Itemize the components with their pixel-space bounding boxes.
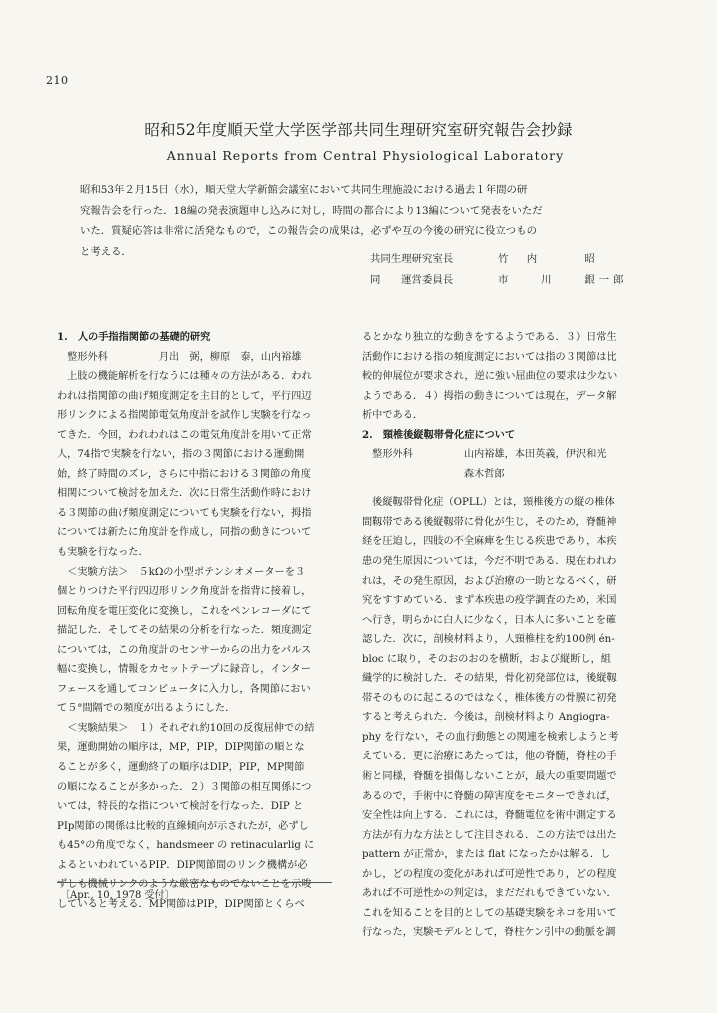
text-line: 安全性は向上する．これには，脊髄電位を術中測定する <box>362 810 617 822</box>
text-line: これを知ることを目的としての基礎実験をネコを用いて <box>362 907 617 919</box>
text-line: る３関節の曲げ頻度測定についても実験を行ない，拇指 <box>57 507 312 519</box>
text-line: 整形外科 山内裕雄，本田英義，伊沢和光 <box>362 449 607 461</box>
text-line: 究をすすめている．まず本疾患の疫学調査のため，米国 <box>362 595 617 607</box>
text-line: て５°間隔での頻度が出るようにした． <box>57 703 236 715</box>
text-line: かし，どの程度の変化があれば可逆性であり，どの程度 <box>362 868 617 880</box>
signature-name: 竹 内 昭 <box>498 253 599 265</box>
text-line: 認した．次に，剖検材料より，人頸椎柱を約100例 én- <box>362 634 615 646</box>
text-line: 較的伸展位が要求され，逆に強い屈曲位の要求は少ない <box>362 371 618 383</box>
page-title-japanese: 昭和52年度順天堂大学医学部共同生理研究室研究報告会抄録 <box>144 121 573 139</box>
text-line: あれば不可逆性かの判定は，まだだれもできていない． <box>362 888 617 900</box>
section-heading: 2. 頸椎後縦靱帯骨化症について <box>362 428 516 441</box>
right-column <box>362 328 642 943</box>
text-line: も45°の角度でなく，handsmeer の retinacularlig に <box>57 840 315 852</box>
text-line: pattern が正常か，または flat になったかは解る．し <box>362 849 611 861</box>
text-line: 上肢の機能解析を行なうには種々の方法がある．われ <box>57 371 312 383</box>
intro-line: 究報告会を行った．18編の発表演題申し込みに対し，時間の都合により13編について発表をいただ <box>80 204 543 217</box>
text-line: 織学的に検討した．その結果，骨化初発部位は，後縦靱 <box>362 673 617 685</box>
text-line: も実験を行なった． <box>57 547 149 559</box>
text-line: いては，特長的な指について検討を行なった．DIP と <box>57 801 304 813</box>
text-line: 回転角度を電圧変化に変換し，これをペンレコーダにて <box>57 605 312 617</box>
signature-row <box>370 249 628 270</box>
text-line: していると考える．MP関節はPIP，DIP関節とくらべ <box>57 898 305 910</box>
text-line: へ行き，明らかに白人に少なく，日本人に多いことを確 <box>362 614 617 626</box>
text-line: 経を圧迫し，四肢の不全麻痺を生じる疾患であり，本疾 <box>362 536 617 548</box>
text-line: 活動作における指の頻度測定においては指の３関節は比 <box>362 351 617 363</box>
text-line: よるといわれているPIP．DIP関節間のリンク機構が必 <box>57 859 308 871</box>
text-line: の順になることが多かった．２）３関節の相互関係につ <box>57 781 312 793</box>
text-line: 帯そのものに起こるのではなく，椎体後方の骨膜に初発 <box>362 692 617 704</box>
text-line: すると考えられた．今後は，剖検材料より Angiogra- <box>362 712 610 724</box>
text-line: 析中である． <box>362 410 424 422</box>
text-line: 術と同様，脊髄を損傷しないことが，最大の重要問題で <box>362 771 617 783</box>
page-number: 210 <box>46 74 69 87</box>
text-line: 間靱帯である後縦靱帯に骨化が生じ，そのため，脊髄神 <box>362 516 617 528</box>
left-column <box>57 328 333 914</box>
signature-name: 市 川 銀一郎 <box>498 274 628 286</box>
text-line: われは指関節の曲げ頻度測定を主目的として，平行四辺 <box>57 390 312 402</box>
text-line: 人，74指で実験を行ない，指の３関節における運動開 <box>57 449 305 461</box>
signature-row <box>370 270 628 291</box>
text-line: 描記した．そしてその結果の分析を行なった．頻度測定 <box>57 625 312 637</box>
text-line: 相関について検討を加えた．次に日常生活動作時におけ <box>57 488 312 500</box>
text-line: 形リンクによる指関節電気角度計を試作し実験を行なっ <box>57 410 312 422</box>
text-line: ることが多く，運動終了の順序はDIP，PIP，MP関節 <box>57 762 305 774</box>
text-line: 患の発生原因については，今だ不明である．現在われわ <box>362 556 617 568</box>
intro-line: と考える． <box>80 245 132 258</box>
signature-block <box>370 249 628 291</box>
text-line: ようである．４）拇指の動きについては現在，データ解 <box>362 390 617 402</box>
footnote-divider <box>57 882 332 883</box>
text-line: あるので，手術中に脊髄の障害度をモニターできれば， <box>362 790 617 802</box>
text-line: えている．更に治療にあたっては，他の脊髄，脊柱の手 <box>362 751 617 763</box>
intro-line: いた．質疑応答は非常に活発なもので，この報告会の成果は，必ずや互の今後の研究に役立つもの <box>80 225 537 238</box>
received-date-footnote: 〔Apr., 10, 1978 受付〕 <box>60 890 175 901</box>
page-title-english: Annual Reports from Central Physiological Laboratory <box>166 148 565 163</box>
text-line: 始，終了時間のズレ，さらに中指における３関節の角度 <box>57 468 311 480</box>
text-line: phy を行ない，その血行動態との関連を検索しようと考 <box>362 731 619 743</box>
section-heading: 1. 人の手指指関節の基礎的研究 <box>57 331 211 343</box>
signature-role: 共同生理研究室長 <box>370 253 454 265</box>
text-line: フェースを通してコンピュータに入力し，各関節におい <box>57 683 311 695</box>
text-line: 整形外科 月出 弼，柳原 泰，山内裕雄 <box>57 351 302 363</box>
text-line: 後縦靱帯骨化症（OPLL）とは，頸椎後方の縦の椎体 <box>362 497 615 509</box>
text-line: 果，運動開始の順序は，MP，PIP，DIP関節の順とな <box>57 742 305 754</box>
text-line: 幅に変換し，情報をカセットテープに録音し，インター <box>57 664 311 676</box>
text-line: 方法が有力な方法として注目される．この方法では出た <box>362 829 617 841</box>
text-line: ずしも機械リンクのような厳密なものでないことを示唆 <box>57 879 312 891</box>
text-line: 森木哲郎 <box>362 468 505 480</box>
intro-line: 昭和53年２月15日（水），順天堂大学新館会議室において共同生理施設における過去１年間の研 <box>80 184 528 196</box>
text-line: 行なった，実験モデルとして，脊柱ケン引中の動脈を調 <box>362 927 616 939</box>
paragraph-gap <box>362 484 642 493</box>
text-line: PIp関節の関係は比較的直線傾向が示されたが，必ずし <box>57 820 309 832</box>
text-line: bloc に取り，そのおのおのを横断，および縦断し，組 <box>362 653 611 665</box>
text-line: ＜実験結果＞ １）それぞれ約10回の反復屈伸での結 <box>57 722 315 734</box>
text-line: については新たに角度計を作成し，同指の動きについて <box>57 527 312 539</box>
text-line: れは，その発生原因，および治療の一助となるべく，研 <box>362 575 617 587</box>
text-line: 個とりつけた平行四辺形リンク角度計を指背に接着し， <box>57 586 312 598</box>
text-line: るとかなり独立的な動きをするようである．３）日常生 <box>362 332 617 343</box>
text-line: については，この角度計のセンサーからの出力をパルス <box>57 644 312 656</box>
text-line: ＜実験方法＞ ５kΩの小型ポテンシオメーターを３ <box>57 566 306 578</box>
signature-role: 同 運営委員長 <box>370 274 454 286</box>
text-line: てきた．今回，われわれはこの電気角度計を用いて正常 <box>57 429 312 441</box>
